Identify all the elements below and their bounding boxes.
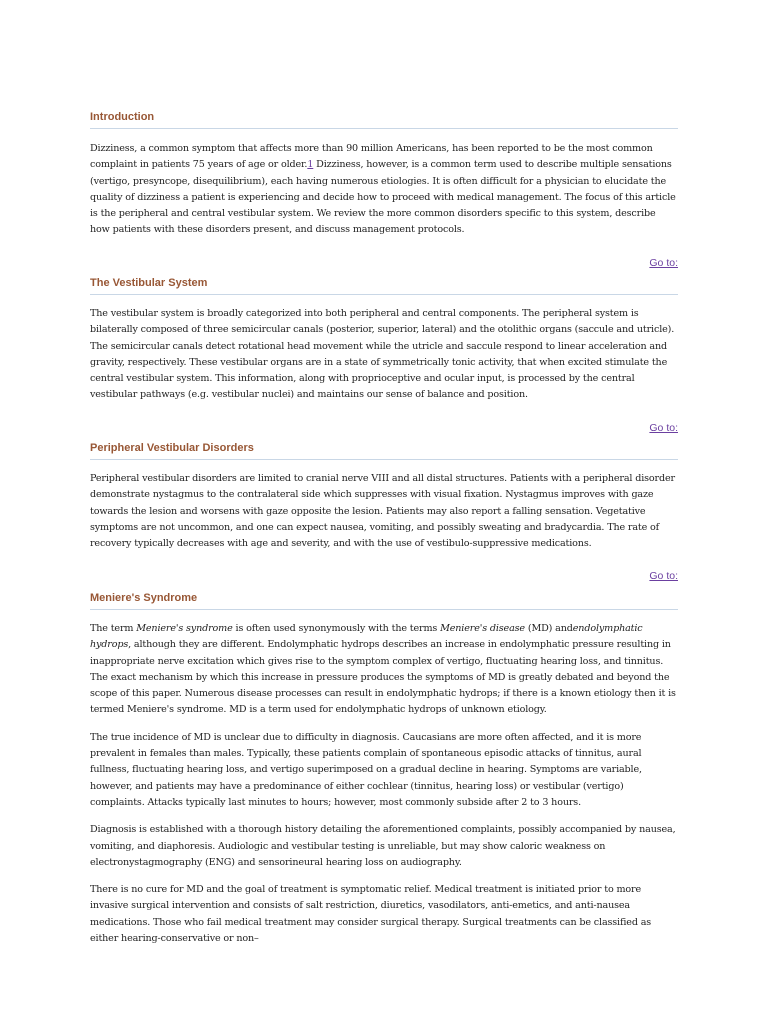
goto-row-vestibular-system [90,416,678,432]
menieres-p1-text-c: (MD) and [524,623,573,634]
section-peripheral-disorders [90,441,678,583]
goto-link-introduction[interactable]: Go to: [649,256,678,269]
section-title-peripheral-disorders: Peripheral Vestibular Disorders [90,441,678,460]
menieres-paragraph-2: The true incidence of MD is unclear due to difficulty in diagnosis. Caucasians are more often affected, and it is more prevalent in females than males. Typically, these patients complain of spontaneous episodic attacks of tinnitus, aural fullness, fluctuating hearing loss, and vertigo superimposed on a gradual decline in hearing. Symptoms are variable, however, and patients may have a predominance of either cochlear (tinnitus, hearing loss) or vestibular (vertigo) complaints. Attacks typically last minutes to hours; however, most commonly subside after 2 to 3 hours. [90,731,642,808]
reference-link-1[interactable]: 1 [307,159,314,171]
introduction-text-b: Dizziness, however, is a common term used to describe multiple sensations (vertigo, presyncope, disequilibrium), each having numerous etiologies. It is often difficult for a physician to elucidate the quality of dizziness a patient is experiencing and decide how to proceed with medical management. The focus of this article is the peripheral and central vestibular system. We review the more common disorders specific to this system, describe how patients with these disorders present, and discuss management protocols. [90,159,676,236]
section-vestibular-system [90,276,678,432]
section-title-introduction: Introduction [90,110,678,129]
menieres-p1-text-b: is often used synonymously with the terms [232,623,441,634]
menieres-p1-text-a: The term [90,623,137,634]
menieres-p1-term-disease: Meniere's disease [440,623,525,634]
section-title-vestibular-system: The Vestibular System [90,276,678,295]
menieres-paragraph-4: There is no cure for MD and the goal of treatment is symptomatic relief. Medical treatment is initiated prior to more invasive surgical intervention and consists of salt restriction, diuretics, vasodilators, anti-emetics, and anti-nausea medications. Those who fail medical treatment may consider surgical therapy. Surgical treatments can be classified as either hearing-conservative or non– [90,884,652,945]
section-menieres-syndrome [90,591,678,947]
menieres-paragraph-3: Diagnosis is established with a thorough history detailing the aforementioned complaints, possibly accompanied by nausea, vomiting, and diaphoresis. Audiologic and vestibular testing is unreliable, but may show caloric weakness on electronystagmography (ENG) and sensorineural hearing loss on audiography. [90,824,676,868]
menieres-p1-term-hydrops: endolymphatic hydrops [90,623,643,651]
introduction-paragraph [90,141,678,239]
goto-row-peripheral-disorders [90,564,678,583]
peripheral-disorders-paragraph: Peripheral vestibular disorders are limited to cranial nerve VIII and all distal structures. Patients with a peripheral disorder demonstrate nystagmus to the contralateral side which suppresses with visual fixation. Nystagmus improves with gaze towards the lesion and worsens with gaze opposite the lesion. Patients may also report a falling sensation. Vegetative symptoms are not uncommon, and one can expect nausea, vomiting, and possibly sweating and bradycardia. The rate of recovery typically decreases with age and severity, and with the use of vestibulo-suppressive medications. [90,473,675,550]
introduction-text-a: Dizziness, a common symptom that affects more than 90 million Americans, has been reported to be the most common complaint in patients 75 years of age or older. [90,143,653,171]
section-title-menieres-syndrome: Meniere's Syndrome [90,591,678,610]
vestibular-system-paragraph: The vestibular system is broadly categorized into both peripheral and central components. The peripheral system is bilaterally composed of three semicircular canals (posterior, superior, lateral) and the otolithic organs (saccule and utricle). The semicircular canals detect rotational head movement while the utricle and saccule respond to linear acceleration and gravity, respectively. These vestibular organs are in a state of symmetrically tonic activity, that when excited stimulate the central vestibular system. This information, along with proprioceptive and ocular input, is processed by the central vestibular pathways (e.g. vestibular nuclei) and maintains our sense of balance and position. [90,308,675,401]
menieres-paragraph-1 [90,621,678,719]
menieres-p1-term-syndrome: Meniere's syndrome [136,623,233,634]
goto-row-introduction [90,251,678,267]
menieres-p1-text-d: , although they are different. Endolymphatic hydrops describes an increase in endolymphatic pressure resulting in inappropriate nerve excitation which gives rise to the symptom complex of vertigo, fluctuating hearing loss, and tinnitus. The exact mechanism by which this increase in pressure produces the symptoms of MD is greatly debated and beyond the scope of this paper. Numerous disease processes can result in endolymphatic hydrops; if there is a known etiology then it is termed Meniere's syndrome. MD is a term used for endolymphatic hydrops of unknown etiology. [90,639,676,716]
goto-link-vestibular-system[interactable]: Go to: [649,421,678,434]
goto-link-peripheral-disorders[interactable]: Go to: [649,570,678,583]
section-introduction [90,110,678,267]
